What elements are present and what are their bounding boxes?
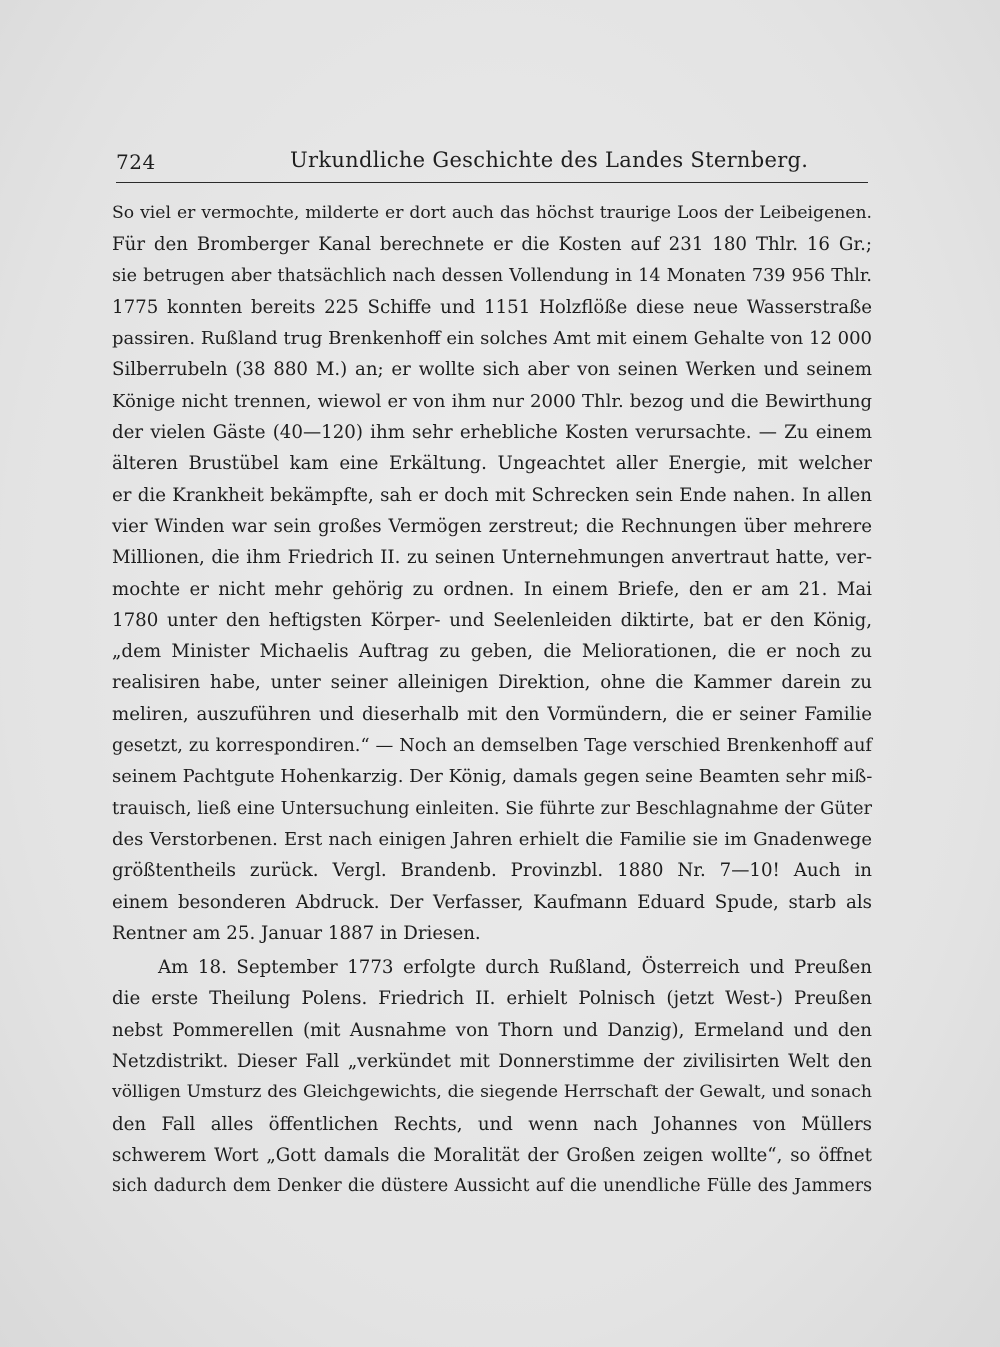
text-line: passiren. Rußland trug Brenkenhoff ein solches Amt mit einem Gehalte von 12 000 (112, 328, 872, 350)
header-rule (116, 182, 868, 183)
text-line: meliren, auszuführen und dieserhalb mit den Vormündern, die er seiner Familie (112, 703, 872, 725)
text-line: Silberrubeln (38 880 M.) an; er wollte sich aber von seinen Werken und seinem (112, 359, 872, 381)
paragraph-2 (112, 952, 872, 1202)
text-line: realisiren habe, unter seiner alleinigen Direktion, ohne die Kammer darein zu (112, 672, 872, 694)
text-line: sich dadurch dem Denker die düstere Aussicht auf die unendliche Fülle des Jammers (112, 1176, 872, 1197)
text-line: „dem Minister Michaelis Auftrag zu geben, die Meliorationen, die er noch zu (112, 641, 872, 663)
text-line: den Fall alles öffentlichen Rechts, und wenn nach Johannes von Müllers (112, 1113, 872, 1135)
text-line: 1780 unter den heftigsten Körper- und Seelenleiden diktirte, bat er den König, (112, 609, 872, 631)
running-title: Urkundliche Geschichte des Landes Sternberg. (290, 148, 809, 172)
text-line: seinem Pachtgute Hohenkarzig. Der König, damals gegen seine Beamten sehr miß- (112, 766, 873, 788)
text-line: Millionen, die ihm Friedrich II. zu seinen Unternehmungen anvertraut hatte, ver- (112, 547, 872, 569)
text-line: Für den Bromberger Kanal berechnete er die Kosten auf 231 180 Thlr. 16 Gr.; (112, 234, 872, 256)
body-text (112, 198, 872, 1203)
text-line: einem besonderen Abdruck. Der Verfasser, Kaufmann Eduard Spude, starb als (112, 891, 872, 913)
page-number: 724 (116, 150, 156, 174)
text-line: Netzdistrikt. Dieser Fall „verkündet mit Donnerstimme der zivilisirten Welt den (112, 1051, 872, 1073)
text-line: völligen Umsturz des Gleichgewichts, die siegende Herrschaft der Gewalt, und sonach (112, 1082, 872, 1103)
paragraph-1 (112, 198, 872, 949)
text-line: größtentheils zurück. Vergl. Brandenb. Provinzbl. 1880 Nr. 7—10! Auch in (112, 860, 872, 882)
text-line: der vielen Gäste (40—120) ihm sehr erhebliche Kosten verursachte. — Zu einem (112, 422, 872, 444)
text-line: nebst Pommerellen (mit Ausnahme von Thorn und Danzig), Ermeland und den (112, 1019, 872, 1041)
page-header (116, 146, 866, 180)
text-line: Rentner am 25. Januar 1887 in Driesen. (112, 922, 481, 944)
text-line: Am 18. September 1773 erfolgte durch Rußland, Österreich und Preußen (158, 957, 872, 979)
text-line: älteren Brustübel kam eine Erkältung. Ungeachtet aller Energie, mit welcher (112, 453, 872, 475)
text-line: sie betrugen aber thatsächlich nach dessen Vollendung in 14 Monaten 739 956 Thlr. (112, 265, 872, 286)
text-line: So viel er vermochte, milderte er dort auch das höchst traurige Loos der Leibeigenen. (112, 203, 872, 223)
text-line: trauisch, ließ eine Untersuchung einleiten. Sie führte zur Beschlagnahme der Güter (112, 797, 872, 819)
text-line: er die Krankheit bekämpfte, sah er doch mit Schrecken sein Ende nahen. In allen (112, 484, 872, 506)
text-line: mochte er nicht mehr gehörig zu ordnen. In einem Briefe, den er am 21. Mai (112, 578, 872, 600)
text-line: Könige nicht trennen, wiewol er von ihm nur 2000 Thlr. bezog und die Bewirthung (112, 390, 872, 412)
text-line: 1775 konnten bereits 225 Schiffe und 1151 Holzflöße diese neue Wasserstraße (112, 296, 872, 318)
text-line: des Verstorbenen. Erst nach einigen Jahren erhielt die Familie sie im Gnadenwege (112, 828, 872, 850)
text-line: vier Winden war sein großes Vermögen zerstreut; die Rechnungen über mehrere (112, 515, 872, 537)
text-line: gesetzt, zu korrespondiren.“ — Noch an demselben Tage verschied Brenkenhoff auf (112, 735, 872, 757)
text-line: schwerem Wort „Gott damals die Moralität der Großen zeigen wollte“, so öffnet (112, 1144, 872, 1166)
text-line: die erste Theilung Polens. Friedrich II. erhielt Polnisch (jetzt West-) Preußen (112, 988, 872, 1010)
